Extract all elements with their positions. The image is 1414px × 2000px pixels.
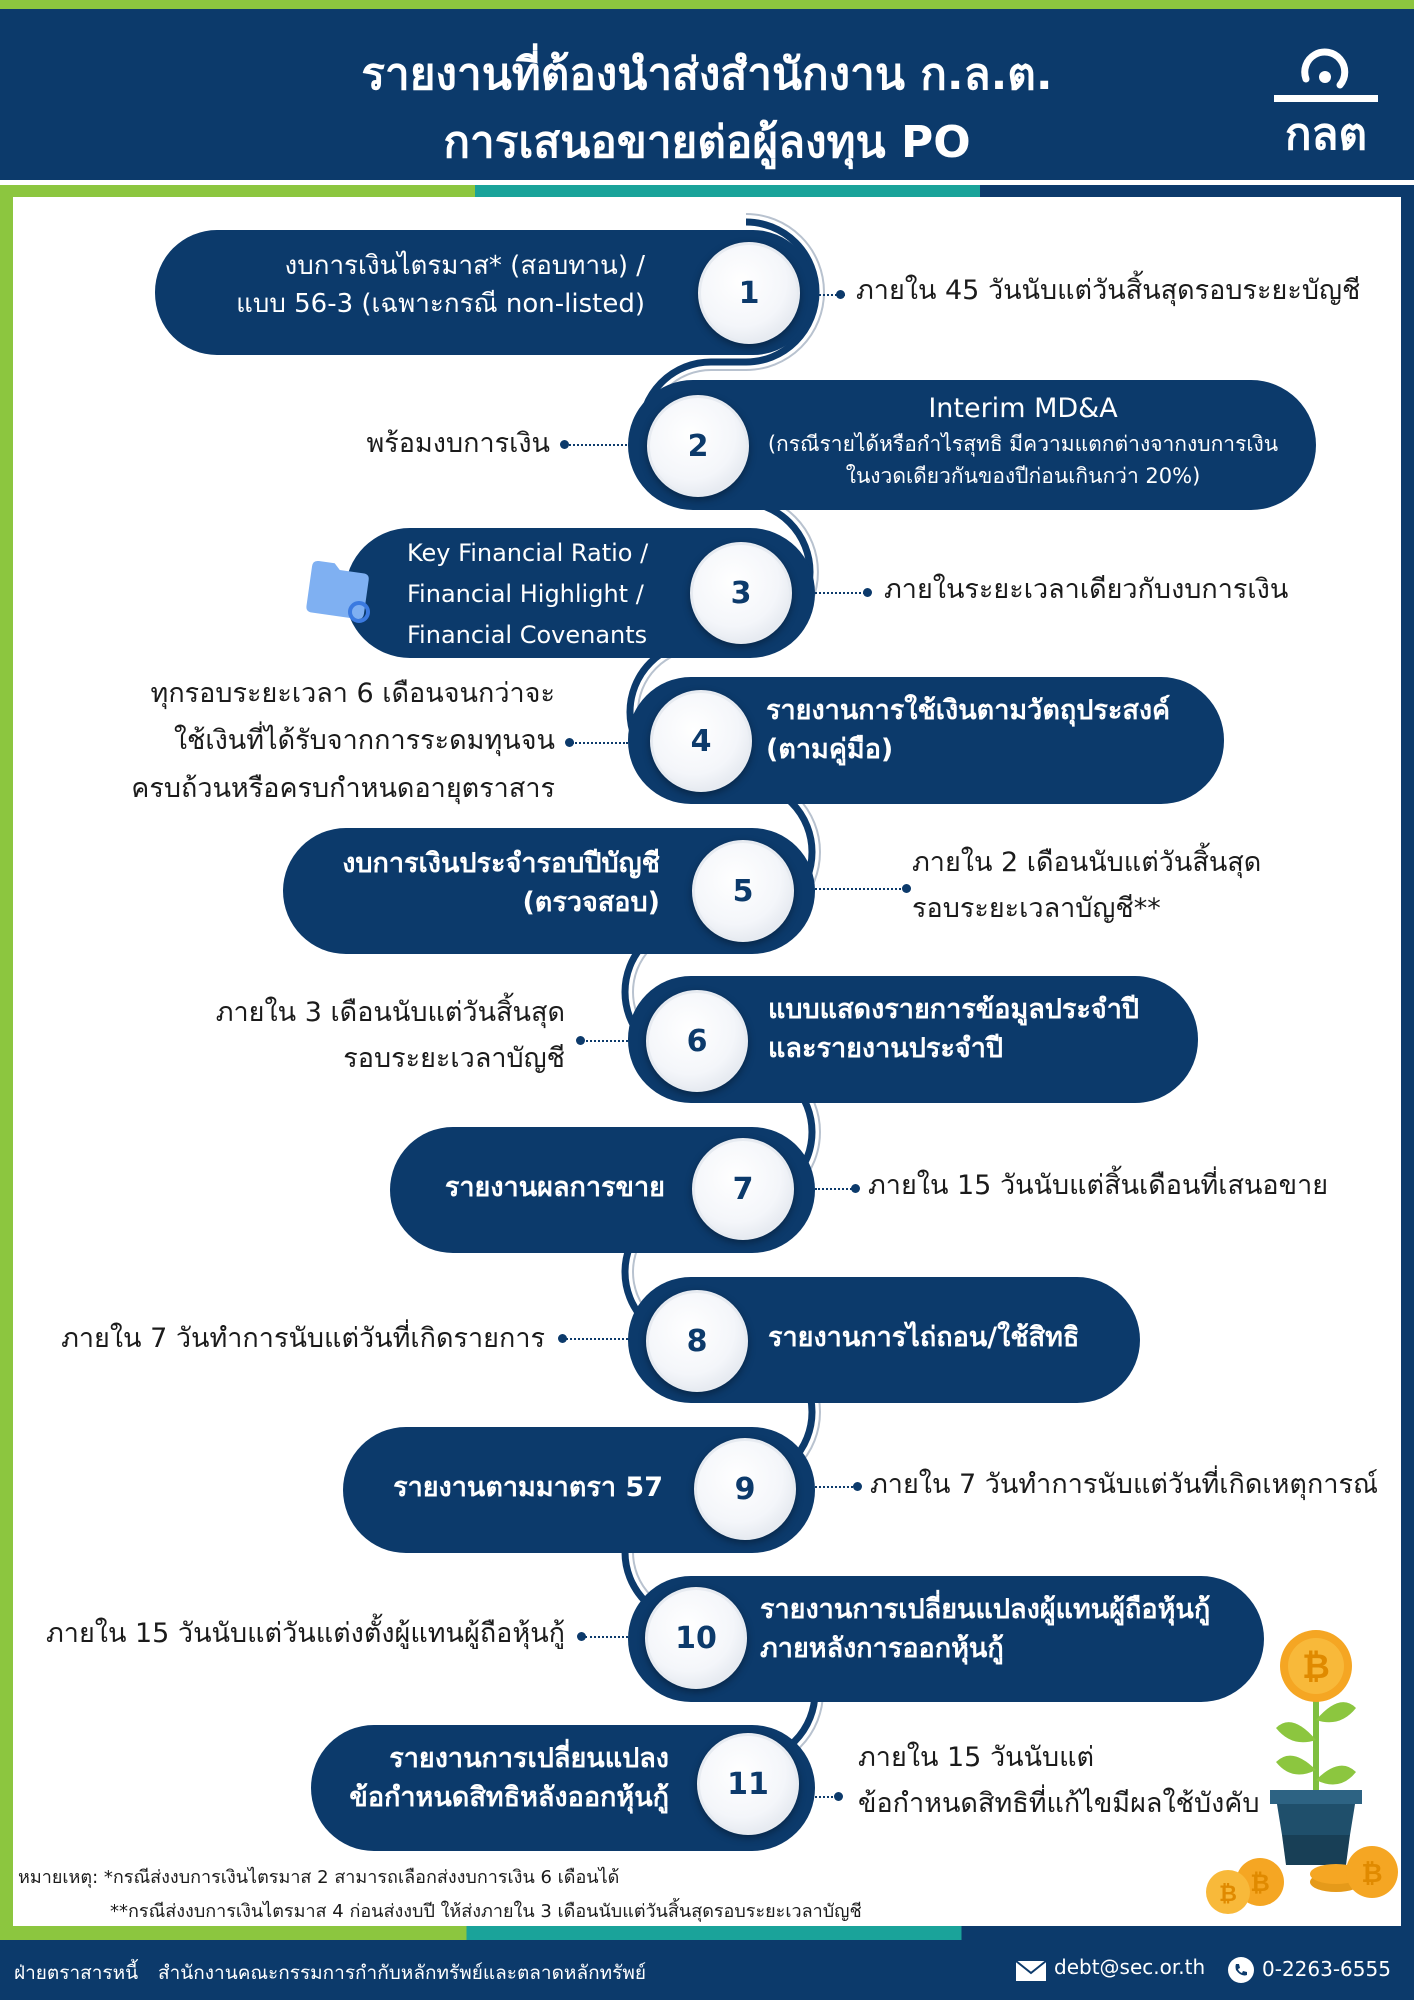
deadline-line: รอบระยะเวลาบัญชี**	[912, 892, 1161, 924]
report-item-4-title-line: รายงานการใช้เงินตามวัตถุประสงค์	[766, 695, 1171, 726]
deadline-line: รอบระยะเวลาบัญชี	[343, 1042, 565, 1074]
report-item-9-title	[393, 1468, 663, 1507]
bottom-color-bar	[0, 1926, 1414, 1940]
deadline-line: ภายใน 7 วันทำการนับแต่วันที่เกิดเหตุการณ์	[870, 1469, 1379, 1500]
report-item-6-title-line: แบบแสดงรายการข้อมูลประจำปี	[768, 994, 1140, 1025]
report-item-6-title	[768, 990, 1139, 1068]
report-item-1-title	[236, 248, 645, 323]
connector-line-5	[815, 888, 905, 890]
step-number-10: 10	[645, 1587, 747, 1689]
report-item-1-title-line: งบการเงินไตรมาส* (สอบทาน) /	[284, 251, 645, 281]
report-item-2-deadline	[300, 423, 550, 465]
deadline-line: พร้อมงบการเงิน	[366, 428, 550, 459]
svg-text:₿: ₿	[1302, 1647, 1330, 1687]
step-number-8: 8	[646, 1290, 748, 1392]
report-item-9-title-line: รายงานตามมาตรา 57	[393, 1472, 663, 1503]
report-item-5-deadline	[912, 840, 1261, 932]
report-item-3-title-line: Financial Covenants	[407, 620, 648, 649]
report-item-6-title-line: และรายงานประจำปี	[768, 1033, 1003, 1065]
footer-email[interactable]: debt@sec.or.th	[1054, 1955, 1206, 1979]
report-item-11-title-line: รายงานการเปลี่ยนแปลง	[389, 1743, 669, 1774]
connector-dot-6	[576, 1036, 585, 1045]
connector-dot-9	[853, 1482, 862, 1491]
connector-dot-7	[851, 1184, 860, 1193]
report-item-9-deadline	[870, 1464, 1378, 1506]
report-item-5-title-line: งบการเงินประจำรอบปีบัญชี	[342, 848, 660, 879]
deadline-line: ภายใน 15 วันนับแต่วันแต่งตั้งผู้แทนผู้ถือหุ้นกู้	[45, 1618, 565, 1649]
report-item-11-title	[349, 1739, 669, 1817]
report-item-8-title	[768, 1318, 1079, 1357]
step-number-7: 7	[692, 1138, 794, 1240]
report-item-5-title	[342, 844, 660, 922]
footer-phone[interactable]: 0-2263-6555	[1262, 1957, 1391, 1981]
step-number-3: 3	[690, 542, 792, 644]
connector-dot-5	[902, 884, 911, 893]
connector-line-2	[565, 444, 627, 446]
svg-text:₿: ₿	[1219, 1882, 1237, 1907]
report-item-1-title-line: แบบ 56-3 (เฉพาะกรณี non-listed)	[236, 288, 645, 319]
connector-dot-8	[558, 1334, 567, 1343]
deadline-line: ข้อกำหนดสิทธิที่แก้ไขมีผลใช้บังคับ	[858, 1787, 1260, 1819]
connector-line-8	[566, 1338, 628, 1340]
envelope-icon	[1015, 1960, 1047, 1982]
report-item-3-deadline	[884, 569, 1288, 611]
connector-dot-2	[560, 440, 569, 449]
money-tree-icon	[1200, 1620, 1400, 1920]
deadline-line: ภายใน 15 วันนับแต่สิ้นเดือนที่เสนอขาย	[868, 1170, 1329, 1201]
connector-dot-4	[565, 738, 574, 747]
connector-line-3	[815, 592, 865, 594]
connector-line-10	[585, 1636, 628, 1638]
deadline-line: ภายในระยะเวลาเดียวกับงบการเงิน	[884, 574, 1289, 605]
deadline-line: ใช้เงินที่ได้รับจากการระดมทุนจน	[173, 725, 555, 757]
deadline-line: ภายใน 2 เดือนนับแต่วันสิ้นสุด	[912, 847, 1262, 878]
report-item-2-title	[753, 390, 1293, 493]
step-number-6: 6	[646, 990, 748, 1092]
report-item-10-title-line: รายงานการเปลี่ยนแปลงผู้แทนผู้ถือหุ้นกู้	[760, 1594, 1211, 1625]
report-item-2-title-line: Interim MD&A	[928, 393, 1118, 424]
svg-text:₿: ₿	[1250, 1869, 1270, 1897]
report-item-10-deadline	[30, 1613, 565, 1655]
report-item-7-title-line: รายงานผลการขาย	[444, 1172, 665, 1203]
connector-dot-11	[834, 1792, 843, 1801]
connector-line-9	[815, 1486, 857, 1488]
report-item-4-title	[766, 691, 1170, 769]
footnote-2: **กรณีส่งงบการเงินไตรมาส 4 ก่อนส่งงบปี ให้ส่งภายใน 3 เดือนนับแต่วันสิ้นสุดรอบระยะเวลาบัญชี	[110, 1901, 862, 1922]
connector-line-7	[815, 1188, 855, 1190]
report-item-8-deadline	[40, 1318, 545, 1360]
deadline-line: ภายใน 45 วันนับแต่วันสิ้นสุดรอบระยะบัญชี	[856, 275, 1361, 306]
deadline-line: ภายใน 15 วันนับแต่	[858, 1742, 1095, 1773]
connector-dot-3	[863, 588, 872, 597]
report-item-10-title-line: ภายหลังการออกหุ้นกู้	[760, 1633, 1004, 1665]
step-number-11: 11	[697, 1733, 799, 1835]
footnote-1: หมายเหตุ: *กรณีส่งงบการเงินไตรมาส 2 สามารถเลือกส่งงบการเงิน 6 เดือนได้	[18, 1867, 620, 1888]
report-item-2-title-line: (กรณีรายได้หรือกำไรสุทธิ มีความแตกต่างจากงบการเงิน	[767, 431, 1279, 456]
deadline-line: ครบถ้วนหรือครบกำหนดอายุตราสาร	[131, 772, 555, 804]
svg-text:₿: ₿	[1361, 1859, 1383, 1889]
footer	[0, 1940, 1414, 2000]
report-item-6-deadline	[200, 990, 565, 1082]
report-item-3-title	[407, 533, 648, 655]
report-item-10-title	[760, 1590, 1210, 1668]
deadline-line: ทุกรอบระยะเวลา 6 เดือนจนกว่าจะ	[150, 678, 555, 709]
report-item-5-title-line: (ตรวจสอบ)	[522, 887, 660, 919]
logo-text: กลต	[1284, 109, 1368, 153]
page-title-line2: การเสนอขายต่อผู้ลงทุน PO	[443, 117, 971, 168]
connector-dot-10	[577, 1632, 586, 1641]
report-item-1-deadline	[856, 270, 1360, 312]
footer-org: สำนักงานคณะกรรมการกำกับหลักทรัพย์และตลาดหลักทรัพย์	[158, 1962, 646, 1984]
report-item-4-title-line: (ตามคู่มือ)	[766, 734, 894, 766]
step-number-5: 5	[692, 840, 794, 942]
connector-dot-1	[836, 290, 845, 299]
folder-icon	[305, 560, 375, 626]
step-number-9: 9	[694, 1438, 796, 1540]
deadline-line: ภายใน 3 เดือนนับแต่วันสิ้นสุด	[215, 997, 565, 1028]
footer-dept: ฝ่ายตราสารหนี้	[14, 1962, 139, 1984]
report-item-8-title-line: รายงานการไถ่ถอน/ใช้สิทธิ	[768, 1322, 1080, 1353]
step-number-2: 2	[647, 395, 749, 497]
deadline-line: ภายใน 7 วันทำการนับแต่วันที่เกิดรายการ	[61, 1323, 545, 1354]
report-item-3-title-line: Key Financial Ratio /	[407, 539, 649, 567]
report-item-2-title-line: ในงวดเดียวกันของปีก่อนเกินกว่า 20%)	[845, 464, 1201, 489]
connector-line-4	[572, 742, 628, 744]
report-item-7-deadline	[868, 1165, 1328, 1207]
report-item-11-title-line: ข้อกำหนดสิทธิหลังออกหุ้นกู้	[349, 1782, 669, 1814]
step-number-4: 4	[650, 690, 752, 792]
page-title-line1: รายงานที่ต้องนำส่งสำนักงาน ก.ล.ต.	[361, 49, 1053, 100]
connector-line-6	[582, 1040, 628, 1042]
report-item-7-title	[445, 1168, 665, 1207]
step-number-1: 1	[698, 242, 800, 344]
report-item-4-deadline	[100, 670, 555, 812]
report-item-3-title-line: Financial Highlight /	[407, 579, 644, 608]
phone-icon	[1228, 1957, 1254, 1983]
